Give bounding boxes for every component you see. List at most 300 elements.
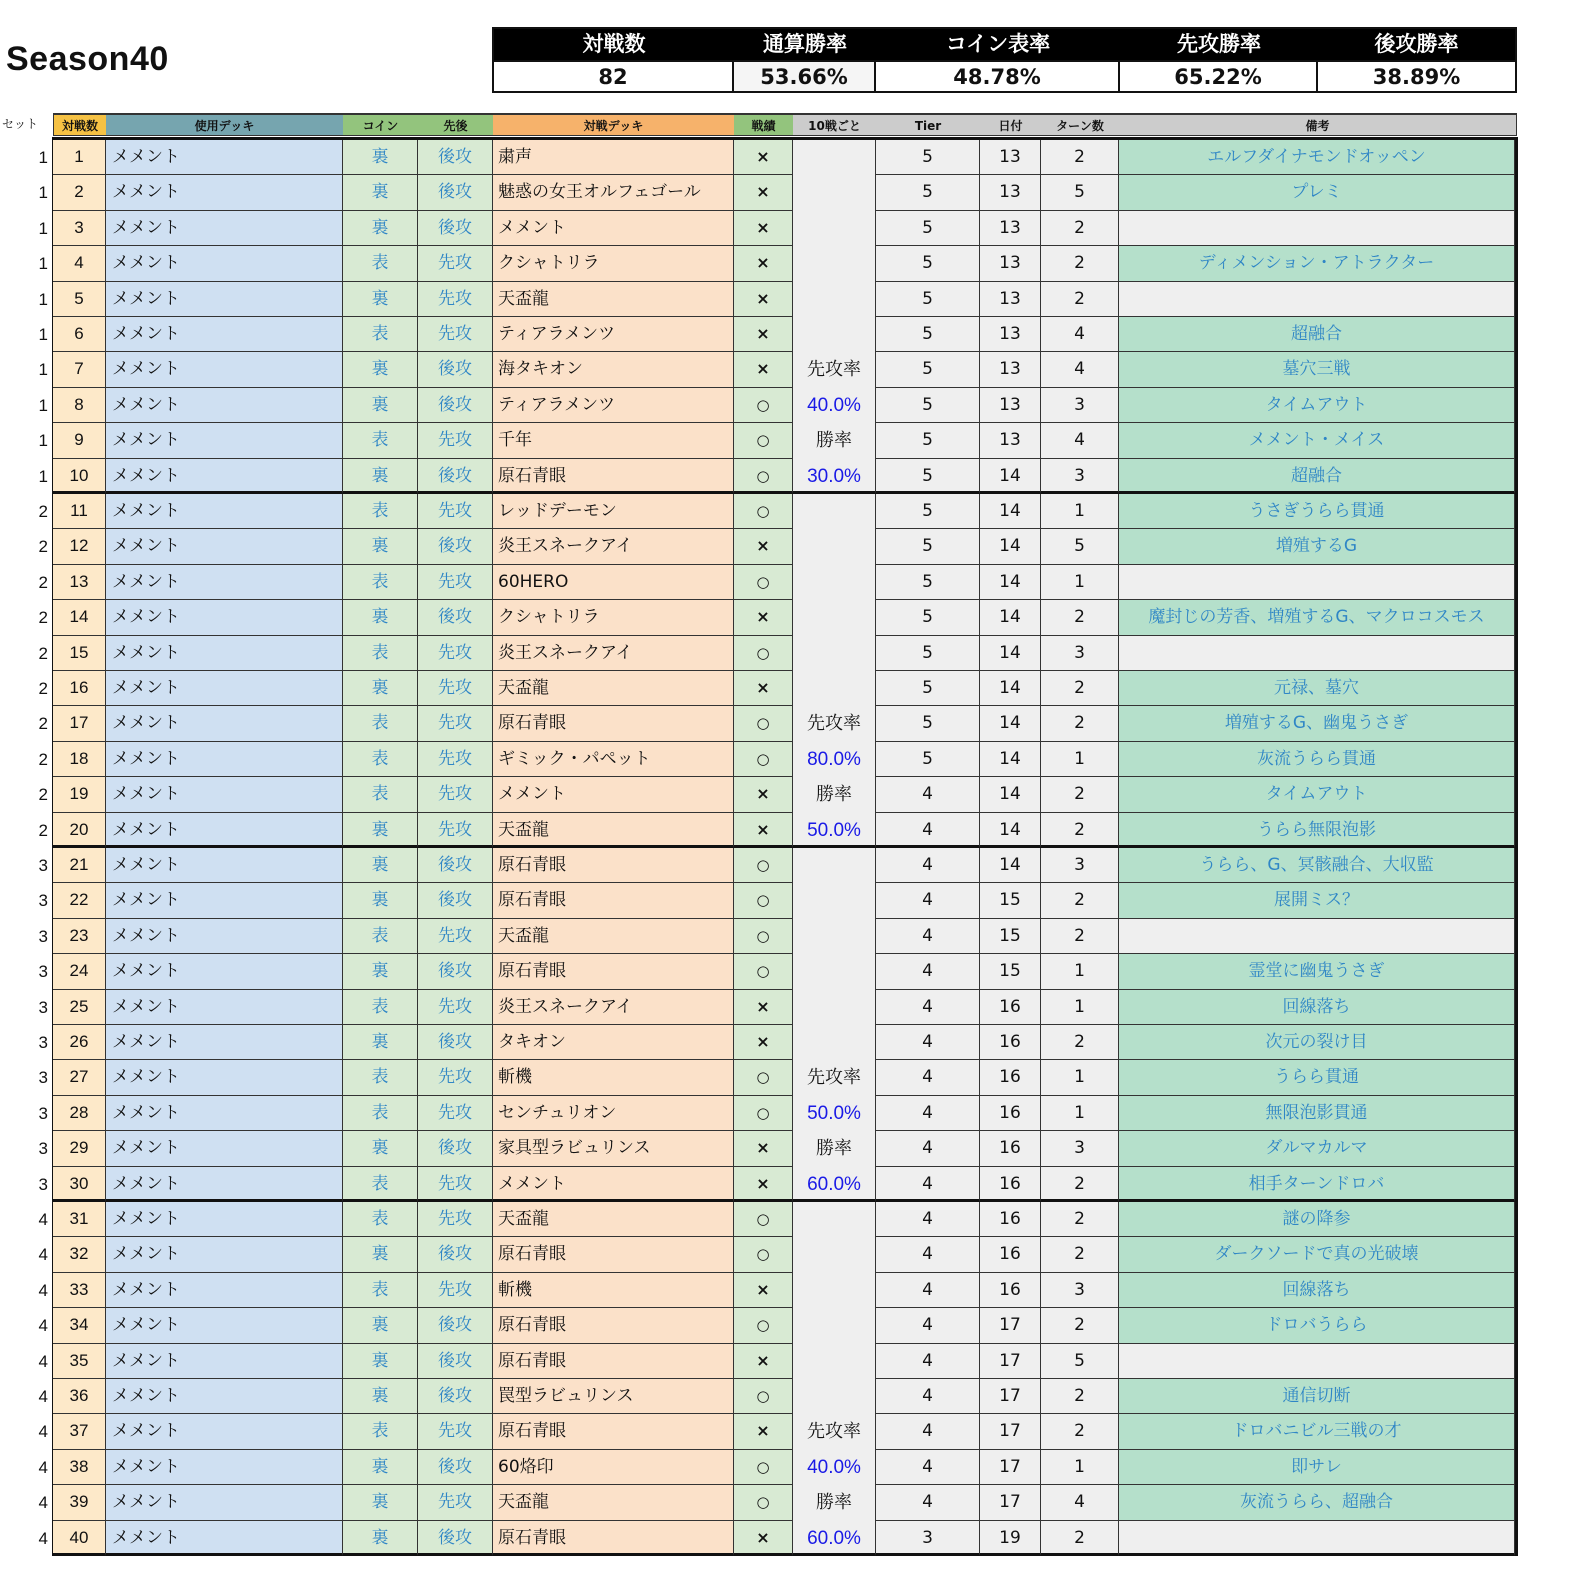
result-cell[interactable]: ×: [734, 1131, 793, 1166]
result-cell[interactable]: ○: [734, 494, 793, 529]
own-deck-cell[interactable]: メメント: [106, 813, 343, 848]
own-deck-cell[interactable]: メメント: [106, 175, 343, 210]
result-cell[interactable]: ○: [734, 954, 793, 989]
notes-cell[interactable]: 超融合: [1119, 459, 1515, 494]
match-number-cell[interactable]: 22: [53, 883, 106, 918]
opponent-deck-cell[interactable]: 粛声: [493, 140, 734, 175]
coin-cell[interactable]: 表: [343, 706, 418, 741]
result-cell[interactable]: ○: [734, 459, 793, 494]
own-deck-cell[interactable]: メメント: [106, 352, 343, 387]
tier-cell[interactable]: 5: [876, 211, 980, 246]
date-cell[interactable]: 17: [980, 1414, 1041, 1449]
own-deck-cell[interactable]: メメント: [106, 848, 343, 883]
date-cell[interactable]: 14: [980, 706, 1041, 741]
coin-cell[interactable]: 表: [343, 423, 418, 458]
date-cell[interactable]: 16: [980, 1273, 1041, 1308]
order-cell[interactable]: 後攻: [418, 1450, 493, 1485]
opponent-deck-cell[interactable]: 斬機: [493, 1273, 734, 1308]
turns-cell[interactable]: 2: [1041, 1308, 1119, 1343]
opponent-deck-cell[interactable]: 原石青眼: [493, 1237, 734, 1272]
table-row[interactable]: [55, 140, 1515, 175]
notes-cell[interactable]: うさぎうらら貫通: [1119, 494, 1515, 529]
coin-cell[interactable]: 裏: [343, 1237, 418, 1272]
match-number-cell[interactable]: 14: [53, 600, 106, 635]
coin-cell[interactable]: 裏: [343, 529, 418, 564]
match-number-cell[interactable]: 27: [53, 1060, 106, 1095]
order-cell[interactable]: 後攻: [418, 1379, 493, 1414]
own-deck-cell[interactable]: メメント: [106, 1060, 343, 1095]
order-cell[interactable]: 後攻: [418, 1237, 493, 1272]
table-row[interactable]: [55, 1450, 1515, 1485]
match-number-cell[interactable]: 15: [53, 636, 106, 671]
match-number-cell[interactable]: 24: [53, 954, 106, 989]
result-cell[interactable]: ○: [734, 1237, 793, 1272]
notes-cell[interactable]: うらら無限泡影: [1119, 813, 1515, 848]
coin-cell[interactable]: 裏: [343, 883, 418, 918]
notes-cell[interactable]: 魔封じの芳香、増殖するG、マクロコスモス: [1119, 600, 1515, 635]
table-row[interactable]: [55, 1485, 1515, 1520]
date-cell[interactable]: 15: [980, 919, 1041, 954]
tier-cell[interactable]: 4: [876, 813, 980, 848]
date-cell[interactable]: 16: [980, 990, 1041, 1025]
coin-cell[interactable]: 裏: [343, 600, 418, 635]
turns-cell[interactable]: 5: [1041, 175, 1119, 210]
own-deck-cell[interactable]: メメント: [106, 529, 343, 564]
tier-cell[interactable]: 4: [876, 1131, 980, 1166]
result-cell[interactable]: ○: [734, 1450, 793, 1485]
notes-cell[interactable]: 墓穴三戦: [1119, 352, 1515, 387]
opponent-deck-cell[interactable]: 天盃龍: [493, 813, 734, 848]
opponent-deck-cell[interactable]: 原石青眼: [493, 954, 734, 989]
own-deck-cell[interactable]: メメント: [106, 1521, 343, 1556]
date-cell[interactable]: 13: [980, 140, 1041, 175]
match-number-cell[interactable]: 1: [53, 140, 106, 175]
match-number-cell[interactable]: 39: [53, 1485, 106, 1520]
opponent-deck-cell[interactable]: 天盃龍: [493, 1485, 734, 1520]
table-row[interactable]: [55, 423, 1515, 458]
own-deck-cell[interactable]: メメント: [106, 1202, 343, 1237]
own-deck-cell[interactable]: メメント: [106, 742, 343, 777]
notes-cell[interactable]: タイムアウト: [1119, 388, 1515, 423]
date-cell[interactable]: 13: [980, 246, 1041, 281]
table-row[interactable]: [55, 529, 1515, 564]
table-row[interactable]: [55, 211, 1515, 246]
notes-cell[interactable]: [1119, 636, 1515, 671]
tier-cell[interactable]: 4: [876, 1450, 980, 1485]
opponent-deck-cell[interactable]: 原石青眼: [493, 1344, 734, 1379]
coin-cell[interactable]: 表: [343, 1414, 418, 1449]
own-deck-cell[interactable]: メメント: [106, 1344, 343, 1379]
notes-cell[interactable]: 通信切断: [1119, 1379, 1515, 1414]
order-cell[interactable]: 先攻: [418, 246, 493, 281]
date-cell[interactable]: 16: [980, 1237, 1041, 1272]
date-cell[interactable]: 16: [980, 1025, 1041, 1060]
date-cell[interactable]: 13: [980, 317, 1041, 352]
order-cell[interactable]: 先攻: [418, 1485, 493, 1520]
tier-cell[interactable]: 4: [876, 1485, 980, 1520]
turns-cell[interactable]: 2: [1041, 1521, 1119, 1556]
tier-cell[interactable]: 5: [876, 706, 980, 741]
coin-cell[interactable]: 表: [343, 777, 418, 812]
date-cell[interactable]: 19: [980, 1521, 1041, 1556]
coin-cell[interactable]: 裏: [343, 1521, 418, 1556]
turns-cell[interactable]: 3: [1041, 1273, 1119, 1308]
opponent-deck-cell[interactable]: 千年: [493, 423, 734, 458]
opponent-deck-cell[interactable]: ティアラメンツ: [493, 388, 734, 423]
own-deck-cell[interactable]: メメント: [106, 494, 343, 529]
match-number-cell[interactable]: 8: [53, 388, 106, 423]
table-row[interactable]: [55, 1521, 1515, 1556]
order-cell[interactable]: 先攻: [418, 919, 493, 954]
date-cell[interactable]: 15: [980, 883, 1041, 918]
opponent-deck-cell[interactable]: ティアラメンツ: [493, 317, 734, 352]
date-cell[interactable]: 14: [980, 777, 1041, 812]
tier-cell[interactable]: 4: [876, 1344, 980, 1379]
turns-cell[interactable]: 3: [1041, 1131, 1119, 1166]
own-deck-cell[interactable]: メメント: [106, 317, 343, 352]
order-cell[interactable]: 後攻: [418, 388, 493, 423]
order-cell[interactable]: 先攻: [418, 671, 493, 706]
coin-cell[interactable]: 裏: [343, 954, 418, 989]
result-cell[interactable]: ○: [734, 1308, 793, 1343]
opponent-deck-cell[interactable]: 斬機: [493, 1060, 734, 1095]
turns-cell[interactable]: 5: [1041, 1344, 1119, 1379]
notes-cell[interactable]: メメント・メイス: [1119, 423, 1515, 458]
table-row[interactable]: [55, 883, 1515, 918]
tier-cell[interactable]: 5: [876, 423, 980, 458]
result-cell[interactable]: ○: [734, 1202, 793, 1237]
tier-cell[interactable]: 5: [876, 388, 980, 423]
match-number-cell[interactable]: 16: [53, 671, 106, 706]
turns-cell[interactable]: 2: [1041, 1025, 1119, 1060]
turns-cell[interactable]: 5: [1041, 529, 1119, 564]
coin-cell[interactable]: 表: [343, 565, 418, 600]
order-cell[interactable]: 後攻: [418, 1131, 493, 1166]
opponent-deck-cell[interactable]: ギミック・パペット: [493, 742, 734, 777]
turns-cell[interactable]: 1: [1041, 1450, 1119, 1485]
own-deck-cell[interactable]: メメント: [106, 1485, 343, 1520]
tier-cell[interactable]: 5: [876, 529, 980, 564]
table-row[interactable]: [55, 1096, 1515, 1131]
date-cell[interactable]: 13: [980, 388, 1041, 423]
match-number-cell[interactable]: 28: [53, 1096, 106, 1131]
date-cell[interactable]: 16: [980, 1096, 1041, 1131]
tier-cell[interactable]: 4: [876, 1237, 980, 1272]
table-row[interactable]: [55, 848, 1515, 883]
own-deck-cell[interactable]: メメント: [106, 1025, 343, 1060]
opponent-deck-cell[interactable]: 原石青眼: [493, 1414, 734, 1449]
opponent-deck-cell[interactable]: メメント: [493, 1167, 734, 1202]
own-deck-cell[interactable]: メメント: [106, 211, 343, 246]
coin-cell[interactable]: 裏: [343, 1308, 418, 1343]
date-cell[interactable]: 14: [980, 529, 1041, 564]
table-row[interactable]: [55, 777, 1515, 812]
date-cell[interactable]: 16: [980, 1060, 1041, 1095]
own-deck-cell[interactable]: メメント: [106, 246, 343, 281]
notes-cell[interactable]: ダルマカルマ: [1119, 1131, 1515, 1166]
coin-cell[interactable]: 表: [343, 494, 418, 529]
date-cell[interactable]: 13: [980, 211, 1041, 246]
order-cell[interactable]: 先攻: [418, 1202, 493, 1237]
order-cell[interactable]: 先攻: [418, 1414, 493, 1449]
order-cell[interactable]: 先攻: [418, 282, 493, 317]
opponent-deck-cell[interactable]: 炎王スネークアイ: [493, 990, 734, 1025]
tier-cell[interactable]: 4: [876, 777, 980, 812]
coin-cell[interactable]: 表: [343, 990, 418, 1025]
table-row[interactable]: [55, 954, 1515, 989]
coin-cell[interactable]: 裏: [343, 140, 418, 175]
match-number-cell[interactable]: 30: [53, 1167, 106, 1202]
tier-cell[interactable]: 4: [876, 1096, 980, 1131]
table-row[interactable]: [55, 1379, 1515, 1414]
order-cell[interactable]: 先攻: [418, 1096, 493, 1131]
coin-cell[interactable]: 表: [343, 1096, 418, 1131]
turns-cell[interactable]: 2: [1041, 706, 1119, 741]
date-cell[interactable]: 14: [980, 494, 1041, 529]
table-row[interactable]: [55, 742, 1515, 777]
coin-cell[interactable]: 裏: [343, 1379, 418, 1414]
result-cell[interactable]: ×: [734, 529, 793, 564]
tier-cell[interactable]: 5: [876, 175, 980, 210]
own-deck-cell[interactable]: メメント: [106, 140, 343, 175]
turns-cell[interactable]: 1: [1041, 954, 1119, 989]
own-deck-cell[interactable]: メメント: [106, 954, 343, 989]
match-number-cell[interactable]: 36: [53, 1379, 106, 1414]
opponent-deck-cell[interactable]: 原石青眼: [493, 1521, 734, 1556]
coin-cell[interactable]: 裏: [343, 211, 418, 246]
table-row[interactable]: [55, 246, 1515, 281]
match-number-cell[interactable]: 20: [53, 813, 106, 848]
result-cell[interactable]: ×: [734, 140, 793, 175]
opponent-deck-cell[interactable]: メメント: [493, 211, 734, 246]
order-cell[interactable]: 後攻: [418, 848, 493, 883]
tier-cell[interactable]: 4: [876, 1202, 980, 1237]
result-cell[interactable]: ○: [734, 883, 793, 918]
own-deck-cell[interactable]: メメント: [106, 777, 343, 812]
order-cell[interactable]: 先攻: [418, 777, 493, 812]
date-cell[interactable]: 14: [980, 848, 1041, 883]
notes-cell[interactable]: [1119, 211, 1515, 246]
order-cell[interactable]: 先攻: [418, 706, 493, 741]
own-deck-cell[interactable]: メメント: [106, 919, 343, 954]
own-deck-cell[interactable]: メメント: [106, 883, 343, 918]
opponent-deck-cell[interactable]: タキオン: [493, 1025, 734, 1060]
turns-cell[interactable]: 1: [1041, 1060, 1119, 1095]
coin-cell[interactable]: 表: [343, 317, 418, 352]
opponent-deck-cell[interactable]: 魅惑の女王オルフェゴール: [493, 175, 734, 210]
result-cell[interactable]: ○: [734, 1096, 793, 1131]
result-cell[interactable]: ×: [734, 1167, 793, 1202]
table-row[interactable]: [55, 600, 1515, 635]
match-number-cell[interactable]: 4: [53, 246, 106, 281]
match-number-cell[interactable]: 31: [53, 1202, 106, 1237]
order-cell[interactable]: 後攻: [418, 140, 493, 175]
turns-cell[interactable]: 2: [1041, 1414, 1119, 1449]
match-number-cell[interactable]: 7: [53, 352, 106, 387]
match-number-cell[interactable]: 12: [53, 529, 106, 564]
match-number-cell[interactable]: 18: [53, 742, 106, 777]
result-cell[interactable]: ○: [734, 742, 793, 777]
table-row[interactable]: [55, 1202, 1515, 1237]
opponent-deck-cell[interactable]: 原石青眼: [493, 848, 734, 883]
tier-cell[interactable]: 5: [876, 494, 980, 529]
match-number-cell[interactable]: 40: [53, 1521, 106, 1556]
notes-cell[interactable]: 回線落ち: [1119, 1273, 1515, 1308]
table-row[interactable]: [55, 494, 1515, 529]
result-cell[interactable]: ○: [734, 1485, 793, 1520]
tier-cell[interactable]: 5: [876, 246, 980, 281]
date-cell[interactable]: 14: [980, 600, 1041, 635]
opponent-deck-cell[interactable]: 原石青眼: [493, 706, 734, 741]
result-cell[interactable]: ○: [734, 1379, 793, 1414]
coin-cell[interactable]: 裏: [343, 352, 418, 387]
turns-cell[interactable]: 1: [1041, 494, 1119, 529]
turns-cell[interactable]: 3: [1041, 388, 1119, 423]
coin-cell[interactable]: 裏: [343, 1450, 418, 1485]
match-number-cell[interactable]: 2: [53, 175, 106, 210]
match-number-cell[interactable]: 10: [53, 459, 106, 494]
turns-cell[interactable]: 4: [1041, 352, 1119, 387]
date-cell[interactable]: 13: [980, 282, 1041, 317]
date-cell[interactable]: 17: [980, 1450, 1041, 1485]
date-cell[interactable]: 17: [980, 1379, 1041, 1414]
order-cell[interactable]: 後攻: [418, 1521, 493, 1556]
date-cell[interactable]: 14: [980, 459, 1041, 494]
notes-cell[interactable]: 増殖するG: [1119, 529, 1515, 564]
match-number-cell[interactable]: 26: [53, 1025, 106, 1060]
notes-cell[interactable]: 展開ミス？: [1119, 883, 1515, 918]
result-cell[interactable]: ○: [734, 565, 793, 600]
date-cell[interactable]: 14: [980, 671, 1041, 706]
tier-cell[interactable]: 4: [876, 1414, 980, 1449]
result-cell[interactable]: ×: [734, 1344, 793, 1379]
result-cell[interactable]: ×: [734, 1521, 793, 1556]
own-deck-cell[interactable]: メメント: [106, 459, 343, 494]
turns-cell[interactable]: 3: [1041, 848, 1119, 883]
result-cell[interactable]: ×: [734, 352, 793, 387]
own-deck-cell[interactable]: メメント: [106, 706, 343, 741]
tier-cell[interactable]: 5: [876, 352, 980, 387]
coin-cell[interactable]: 裏: [343, 671, 418, 706]
coin-cell[interactable]: 表: [343, 919, 418, 954]
result-cell[interactable]: ○: [734, 1060, 793, 1095]
own-deck-cell[interactable]: メメント: [106, 1450, 343, 1485]
opponent-deck-cell[interactable]: 原石青眼: [493, 459, 734, 494]
order-cell[interactable]: 後攻: [418, 954, 493, 989]
coin-cell[interactable]: 裏: [343, 813, 418, 848]
turns-cell[interactable]: 2: [1041, 671, 1119, 706]
table-row[interactable]: [55, 1060, 1515, 1095]
opponent-deck-cell[interactable]: クシャトリラ: [493, 600, 734, 635]
result-cell[interactable]: ○: [734, 636, 793, 671]
tier-cell[interactable]: 4: [876, 1060, 980, 1095]
turns-cell[interactable]: 2: [1041, 883, 1119, 918]
date-cell[interactable]: 13: [980, 423, 1041, 458]
notes-cell[interactable]: 超融合: [1119, 317, 1515, 352]
own-deck-cell[interactable]: メメント: [106, 282, 343, 317]
own-deck-cell[interactable]: メメント: [106, 423, 343, 458]
date-cell[interactable]: 15: [980, 954, 1041, 989]
date-cell[interactable]: 16: [980, 1131, 1041, 1166]
opponent-deck-cell[interactable]: クシャトリラ: [493, 246, 734, 281]
match-number-cell[interactable]: 29: [53, 1131, 106, 1166]
notes-cell[interactable]: ドロバニビル三戦の才: [1119, 1414, 1515, 1449]
table-row[interactable]: [55, 813, 1515, 848]
turns-cell[interactable]: 1: [1041, 742, 1119, 777]
notes-cell[interactable]: プレミ: [1119, 175, 1515, 210]
table-row[interactable]: [55, 459, 1515, 494]
result-cell[interactable]: ○: [734, 848, 793, 883]
table-row[interactable]: [55, 388, 1515, 423]
own-deck-cell[interactable]: メメント: [106, 565, 343, 600]
match-number-cell[interactable]: 23: [53, 919, 106, 954]
own-deck-cell[interactable]: メメント: [106, 1237, 343, 1272]
notes-cell[interactable]: ドロバうらら: [1119, 1308, 1515, 1343]
match-number-cell[interactable]: 25: [53, 990, 106, 1025]
tier-cell[interactable]: 4: [876, 883, 980, 918]
coin-cell[interactable]: 表: [343, 1202, 418, 1237]
opponent-deck-cell[interactable]: 60HERO: [493, 565, 734, 600]
match-number-cell[interactable]: 34: [53, 1308, 106, 1343]
opponent-deck-cell[interactable]: 炎王スネークアイ: [493, 636, 734, 671]
tier-cell[interactable]: 4: [876, 848, 980, 883]
table-row[interactable]: [55, 1131, 1515, 1166]
date-cell[interactable]: 16: [980, 1202, 1041, 1237]
result-cell[interactable]: ×: [734, 317, 793, 352]
match-number-cell[interactable]: 3: [53, 211, 106, 246]
turns-cell[interactable]: 3: [1041, 636, 1119, 671]
date-cell[interactable]: 14: [980, 813, 1041, 848]
notes-cell[interactable]: 無限泡影貫通: [1119, 1096, 1515, 1131]
notes-cell[interactable]: [1119, 565, 1515, 600]
result-cell[interactable]: ×: [734, 1414, 793, 1449]
turns-cell[interactable]: 2: [1041, 1202, 1119, 1237]
table-row[interactable]: [55, 565, 1515, 600]
tier-cell[interactable]: 4: [876, 1025, 980, 1060]
own-deck-cell[interactable]: メメント: [106, 1414, 343, 1449]
order-cell[interactable]: 先攻: [418, 317, 493, 352]
own-deck-cell[interactable]: メメント: [106, 636, 343, 671]
order-cell[interactable]: 後攻: [418, 1025, 493, 1060]
opponent-deck-cell[interactable]: 60烙印: [493, 1450, 734, 1485]
notes-cell[interactable]: 元禄、墓穴: [1119, 671, 1515, 706]
notes-cell[interactable]: 灰流うらら貫通: [1119, 742, 1515, 777]
tier-cell[interactable]: 5: [876, 459, 980, 494]
notes-cell[interactable]: [1119, 919, 1515, 954]
notes-cell[interactable]: 即サレ: [1119, 1450, 1515, 1485]
tier-cell[interactable]: 4: [876, 1273, 980, 1308]
order-cell[interactable]: 先攻: [418, 494, 493, 529]
own-deck-cell[interactable]: メメント: [106, 990, 343, 1025]
table-row[interactable]: [55, 175, 1515, 210]
result-cell[interactable]: ×: [734, 813, 793, 848]
date-cell[interactable]: 13: [980, 175, 1041, 210]
match-number-cell[interactable]: 19: [53, 777, 106, 812]
notes-cell[interactable]: [1119, 1344, 1515, 1379]
notes-cell[interactable]: 謎の降参: [1119, 1202, 1515, 1237]
table-row[interactable]: [55, 282, 1515, 317]
match-number-cell[interactable]: 9: [53, 423, 106, 458]
tier-cell[interactable]: 4: [876, 990, 980, 1025]
order-cell[interactable]: 後攻: [418, 1344, 493, 1379]
turns-cell[interactable]: 2: [1041, 1237, 1119, 1272]
own-deck-cell[interactable]: メメント: [106, 1167, 343, 1202]
order-cell[interactable]: 後攻: [418, 352, 493, 387]
opponent-deck-cell[interactable]: センチュリオン: [493, 1096, 734, 1131]
table-row[interactable]: [55, 919, 1515, 954]
match-number-cell[interactable]: 37: [53, 1414, 106, 1449]
table-row[interactable]: [55, 636, 1515, 671]
